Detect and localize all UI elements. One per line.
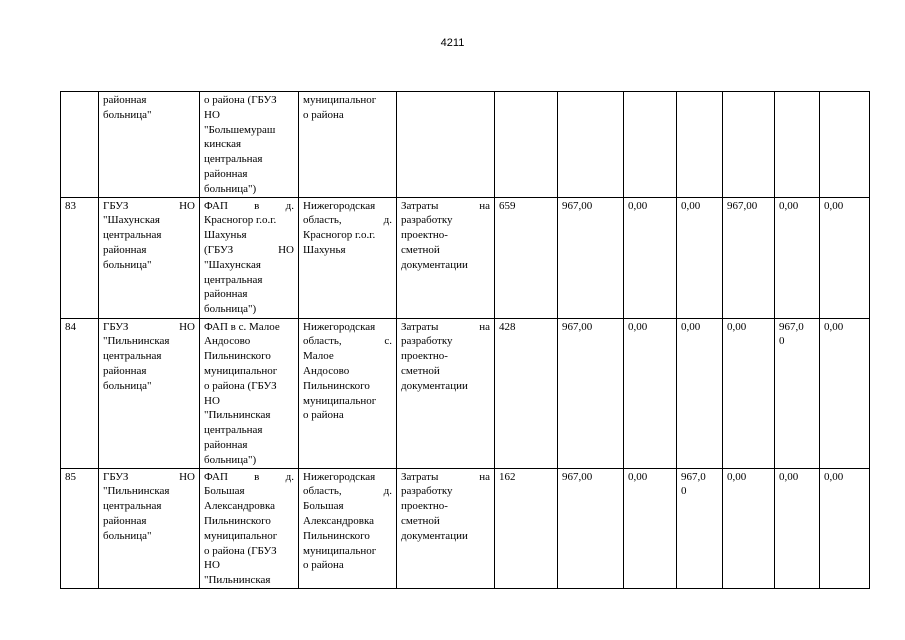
- cell-line: документации: [401, 258, 468, 271]
- cell-line: сметной: [401, 514, 440, 527]
- cell-word: д.: [383, 485, 392, 498]
- cell-word: область,: [303, 335, 342, 348]
- cell-v2: [558, 468, 624, 588]
- table-row: [61, 92, 870, 198]
- cell-line: центральная: [103, 229, 162, 242]
- cell-line: "Шахунская: [103, 214, 160, 227]
- cell-text: 84: [65, 320, 76, 333]
- cell-line: "Пильнинская: [204, 409, 271, 422]
- cell-text: 0,00: [681, 320, 701, 333]
- cell-word: ГБУЗ: [103, 320, 129, 333]
- cell-line: центральная: [204, 273, 263, 286]
- cell-line: больница": [103, 379, 152, 392]
- cell-word: ФАП: [204, 470, 228, 483]
- cell-word: НО: [179, 320, 195, 333]
- cell-v2: [558, 92, 624, 198]
- cell-line: "Пильнинская: [103, 485, 170, 498]
- cell-v5: [723, 92, 775, 198]
- cell-address: [299, 468, 397, 588]
- cell-word: в: [254, 199, 260, 212]
- cell-v4: [677, 318, 723, 468]
- cell-text: 0,00: [628, 199, 648, 212]
- cell-word: Затраты: [401, 470, 439, 483]
- cell-line: [204, 243, 294, 258]
- cell-line: [103, 320, 195, 335]
- cell-line: 967,0: [681, 470, 706, 483]
- cell-line: муниципальног: [303, 544, 377, 557]
- cell-no: [61, 468, 99, 588]
- cell-v7: [820, 468, 870, 588]
- cell-line: сметной: [401, 364, 440, 377]
- cell-line: Андосово: [204, 335, 251, 348]
- cell-word: д.: [285, 470, 294, 483]
- cell-word: НО: [179, 470, 195, 483]
- cell-v4: [677, 468, 723, 588]
- cell-line: больница": [103, 529, 152, 542]
- cell-line: "Пильнинская: [204, 574, 271, 587]
- cell-v2: [558, 197, 624, 318]
- cell-line: [303, 484, 392, 499]
- cell-v6: [775, 197, 820, 318]
- cell-text: 967,00: [562, 199, 593, 212]
- cell-line: "Большемураш: [204, 123, 276, 136]
- cell-line: документации: [401, 529, 468, 542]
- cell-text: 967,00: [727, 199, 758, 212]
- cell-line: центральная: [103, 350, 162, 363]
- cell-text: 967,00: [562, 320, 593, 333]
- cell-word: д.: [285, 199, 294, 212]
- cell-word: область,: [303, 214, 342, 227]
- cell-line: [401, 199, 490, 214]
- cell-line: районная: [103, 364, 147, 377]
- cell-line: Большая: [204, 485, 245, 498]
- cell-line: Андосово: [303, 364, 350, 377]
- cell-line: Малое: [303, 350, 334, 363]
- cell-line: проектно-: [401, 500, 448, 513]
- cell-line: о района (ГБУЗ: [204, 94, 277, 106]
- table-row: [61, 318, 870, 468]
- cell-line: "Шахунская: [204, 258, 261, 271]
- cell-word: в: [254, 470, 260, 483]
- cell-line: Пильнинского: [204, 514, 271, 527]
- cell-line: больница"): [204, 303, 257, 316]
- cell-line: документации: [401, 379, 468, 392]
- cell-v3: [624, 197, 677, 318]
- cell-v1: [495, 197, 558, 318]
- cell-line: о района: [303, 559, 344, 572]
- cell-line: НО: [204, 108, 220, 121]
- cell-word: НО: [278, 243, 294, 256]
- cell-v5: [723, 318, 775, 468]
- cell-v3: [624, 468, 677, 588]
- cell-line: районная: [103, 514, 147, 527]
- cell-text: 659: [499, 199, 516, 212]
- cell-line: [204, 199, 294, 214]
- cell-text: 428: [499, 320, 516, 333]
- cell-line: муниципальног: [303, 94, 377, 106]
- cell-v3: [624, 318, 677, 468]
- cell-text: 0,00: [681, 199, 701, 212]
- cell-line: НО: [204, 559, 220, 572]
- cell-v5: [723, 468, 775, 588]
- cell-no: [61, 92, 99, 198]
- cell-word: ГБУЗ: [103, 199, 129, 212]
- cell-word: на: [479, 199, 490, 212]
- cell-text: 967,00: [562, 470, 593, 483]
- cell-v1: [495, 468, 558, 588]
- cell-line: Пильнинского: [303, 379, 370, 392]
- cell-word: ФАП: [204, 199, 228, 212]
- cell-word: область,: [303, 485, 342, 498]
- cell-v3: [624, 92, 677, 198]
- cell-v4: [677, 197, 723, 318]
- cell-text: 0,00: [628, 320, 648, 333]
- cell-text: 85: [65, 470, 76, 483]
- cell-v1: [495, 318, 558, 468]
- cell-line: районная: [204, 167, 248, 180]
- cell-text: 0,00: [779, 199, 799, 212]
- cell-line: [401, 320, 490, 335]
- page-number: 4211: [440, 37, 465, 49]
- table-body: [61, 92, 870, 589]
- cell-org: [99, 468, 200, 588]
- cell-address: [299, 92, 397, 198]
- cell-v1: [495, 92, 558, 198]
- cell-line: больница"): [204, 182, 257, 195]
- cell-line: [401, 470, 490, 485]
- cell-line: больница": [103, 258, 152, 271]
- cell-org: [99, 92, 200, 198]
- cell-line: Красногор г.о.г.: [204, 214, 277, 227]
- cell-object: [200, 468, 299, 588]
- cell-word: (ГБУЗ: [204, 243, 234, 256]
- cell-line: о района: [303, 108, 344, 121]
- cell-line: НО: [204, 394, 220, 407]
- cell-object: [200, 92, 299, 198]
- cell-text: 0,00: [727, 320, 747, 333]
- table-row: [61, 197, 870, 318]
- cell-text: 0,00: [727, 470, 747, 483]
- cell-line: Александровка: [303, 514, 375, 527]
- cell-line: Шахунья: [204, 229, 247, 242]
- cell-word: НО: [179, 199, 195, 212]
- cell-line: разработку: [401, 214, 453, 227]
- cell-word: с.: [384, 335, 392, 348]
- cell-line: [303, 213, 392, 228]
- cell-text: 0,00: [779, 470, 799, 483]
- cell-purpose: [397, 468, 495, 588]
- cell-line: Нижегородская: [303, 199, 376, 212]
- cell-v2: [558, 318, 624, 468]
- cell-line: районная: [103, 94, 147, 106]
- cell-word: на: [479, 320, 490, 333]
- cell-line: Большая: [303, 500, 344, 513]
- cell-line: центральная: [103, 500, 162, 513]
- cell-line: Нижегородская: [303, 470, 376, 483]
- cell-v7: [820, 197, 870, 318]
- cell-line: Нижегородская: [303, 320, 376, 333]
- table-row: [61, 468, 870, 588]
- cell-purpose: [397, 318, 495, 468]
- cell-text: 0,00: [824, 199, 844, 212]
- cell-line: [103, 199, 195, 214]
- cell-address: [299, 318, 397, 468]
- cell-line: сметной: [401, 243, 440, 256]
- cell-line: Шахунья: [303, 243, 346, 256]
- cell-line: Пильнинского: [303, 529, 370, 542]
- cell-line: больница"): [204, 453, 257, 466]
- cell-text: 0,00: [824, 470, 844, 483]
- cell-v6: [775, 92, 820, 198]
- cell-line: центральная: [204, 424, 263, 437]
- cell-address: [299, 197, 397, 318]
- cell-line: о района (ГБУЗ: [204, 379, 277, 392]
- cell-line: разработку: [401, 485, 453, 498]
- cell-v7: [820, 92, 870, 198]
- cell-line: муниципальног: [303, 394, 377, 407]
- cell-line: разработку: [401, 335, 453, 348]
- cell-text: 0,00: [824, 320, 844, 333]
- cell-v6: [775, 318, 820, 468]
- cell-line: районная: [204, 438, 248, 451]
- cell-line: "Пильнинская: [103, 335, 170, 348]
- cell-word: ГБУЗ: [103, 470, 129, 483]
- cell-word: Затраты: [401, 199, 439, 212]
- cell-line: [303, 334, 392, 349]
- cell-line: кинская: [204, 138, 242, 151]
- cell-text: 162: [499, 470, 516, 483]
- cell-line: муниципальног: [204, 529, 278, 542]
- cell-line: 0: [681, 485, 687, 498]
- cell-purpose: [397, 197, 495, 318]
- cell-text: 0,00: [628, 470, 648, 483]
- cell-no: [61, 197, 99, 318]
- cell-line: Александровка: [204, 500, 276, 513]
- cell-org: [99, 318, 200, 468]
- cell-line: 967,0: [779, 320, 804, 333]
- cell-line: ФАП в с. Малое: [204, 320, 280, 333]
- cell-text: 83: [65, 199, 76, 212]
- cell-org: [99, 197, 200, 318]
- cell-line: о района: [303, 409, 344, 422]
- cell-word: Затраты: [401, 320, 439, 333]
- cell-v4: [677, 92, 723, 198]
- cell-word: на: [479, 470, 490, 483]
- cell-line: [204, 470, 294, 485]
- cell-line: о района (ГБУЗ: [204, 544, 277, 557]
- cell-line: 0: [779, 335, 785, 348]
- data-table: [60, 91, 870, 589]
- cell-line: центральная: [204, 153, 263, 166]
- cell-line: районная: [204, 288, 248, 301]
- cell-line: муниципальног: [204, 364, 278, 377]
- cell-object: [200, 318, 299, 468]
- cell-line: Пильнинского: [204, 350, 271, 363]
- cell-object: [200, 197, 299, 318]
- cell-line: районная: [103, 243, 147, 256]
- cell-no: [61, 318, 99, 468]
- cell-line: больница": [103, 108, 152, 121]
- cell-line: [103, 470, 195, 485]
- cell-line: проектно-: [401, 350, 448, 363]
- cell-purpose: [397, 92, 495, 198]
- cell-v7: [820, 318, 870, 468]
- cell-word: д.: [383, 214, 392, 227]
- cell-line: проектно-: [401, 229, 448, 242]
- cell-v5: [723, 197, 775, 318]
- cell-v6: [775, 468, 820, 588]
- cell-line: Красногор г.о.г.: [303, 229, 376, 242]
